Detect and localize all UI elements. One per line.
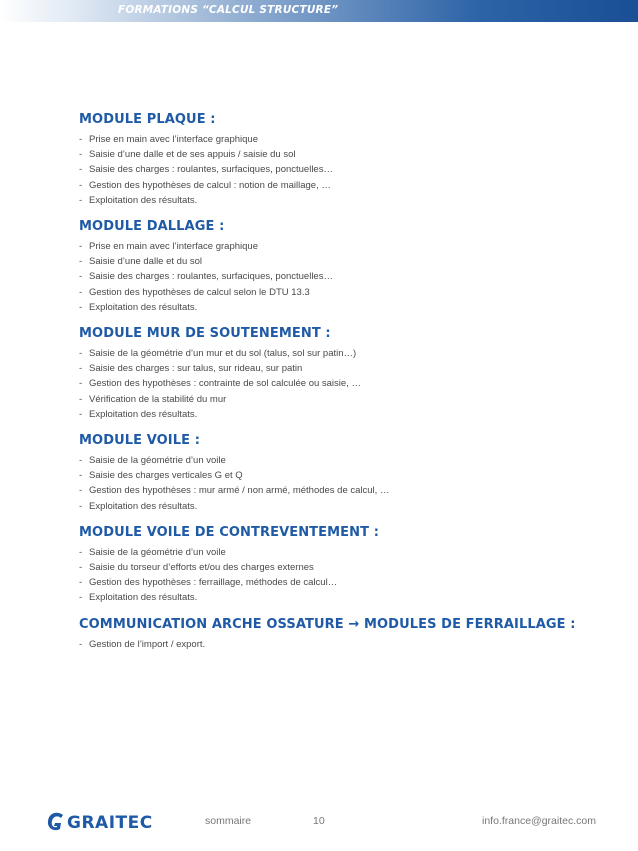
dash-bullet: - bbox=[79, 179, 83, 191]
header-title: FORMATIONS “CALCUL STRUCTURE” bbox=[118, 4, 339, 16]
list-item-text: Saisie des charges : roulantes, surfaciques, ponctuelles… bbox=[89, 164, 333, 176]
list-item bbox=[79, 269, 599, 284]
dash-bullet: - bbox=[79, 286, 83, 298]
page-number: 10 bbox=[313, 815, 325, 827]
section bbox=[79, 525, 599, 606]
section bbox=[79, 433, 599, 514]
section bbox=[79, 219, 599, 315]
dash-bullet: - bbox=[79, 562, 83, 574]
section bbox=[79, 112, 599, 208]
list-item-text: Exploitation des résultats. bbox=[89, 500, 198, 512]
list-item-text: Gestion des hypothèses : contrainte de sol calculée ou saisie, … bbox=[89, 378, 361, 390]
dash-bullet: - bbox=[79, 241, 83, 253]
list-item bbox=[79, 560, 599, 575]
list-item bbox=[79, 300, 599, 315]
list-item bbox=[79, 132, 599, 147]
dash-bullet: - bbox=[79, 164, 83, 176]
dash-bullet: - bbox=[79, 455, 83, 467]
dash-bullet: - bbox=[79, 638, 83, 650]
bullet-list bbox=[79, 545, 599, 606]
list-item bbox=[79, 376, 599, 391]
list-item bbox=[79, 468, 599, 483]
dash-bullet: - bbox=[79, 546, 83, 558]
list-item-text: Prise en main avec l’interface graphique bbox=[89, 134, 258, 145]
dash-bullet: - bbox=[79, 348, 83, 360]
section-title: MODULE VOILE : bbox=[79, 433, 201, 449]
dash-bullet: - bbox=[79, 485, 83, 497]
list-item-text: Saisie de la géométrie d’un mur et du sol (talus, sol sur patin…) bbox=[89, 348, 357, 360]
list-item-text: Vérification de la stabilité du mur bbox=[89, 393, 227, 405]
list-item-text: Saisie d’une dalle et du sol bbox=[89, 256, 203, 268]
dash-bullet: - bbox=[79, 592, 83, 604]
section bbox=[79, 617, 599, 652]
section-title: MODULE PLAQUE : bbox=[79, 112, 216, 127]
graitec-logo-icon bbox=[45, 810, 67, 834]
footer bbox=[0, 808, 638, 838]
bullet-list bbox=[79, 637, 599, 652]
list-item bbox=[79, 575, 599, 590]
list-item bbox=[79, 361, 599, 376]
dash-bullet: - bbox=[79, 134, 83, 145]
list-item bbox=[79, 590, 599, 605]
dash-bullet: - bbox=[79, 470, 83, 482]
dash-bullet: - bbox=[79, 301, 83, 313]
bullet-list bbox=[79, 239, 599, 315]
list-item-text: Gestion de l’import / export. bbox=[89, 638, 206, 650]
list-item bbox=[79, 453, 599, 468]
list-item bbox=[79, 483, 599, 498]
sommaire-link[interactable]: sommaire bbox=[205, 815, 252, 827]
header-band bbox=[0, 0, 638, 22]
list-item bbox=[79, 162, 599, 177]
list-item-text: Gestion des hypothèses de calcul : notion de maillage, … bbox=[89, 179, 331, 191]
list-item bbox=[79, 499, 599, 514]
dash-bullet: - bbox=[79, 393, 83, 405]
list-item-text: Exploitation des résultats. bbox=[89, 194, 198, 206]
list-item-text: Saisie de la géométrie d’un voile bbox=[89, 546, 226, 558]
list-item bbox=[79, 545, 599, 560]
list-item bbox=[79, 346, 599, 361]
section-title: MODULE DALLAGE : bbox=[79, 219, 225, 235]
list-item bbox=[79, 193, 599, 208]
dash-bullet: - bbox=[79, 256, 83, 268]
list-item-text: Saisie de la géométrie d’un voile bbox=[89, 455, 226, 467]
list-item bbox=[79, 637, 599, 652]
section-title: MODULE VOILE DE CONTREVENTEMENT : bbox=[79, 524, 380, 540]
section-title: COMMUNICATION ARCHE OSSATURE → MODULES DE FERRAILLAGE : bbox=[79, 616, 576, 632]
list-item-text: Exploitation des résultats. bbox=[89, 301, 198, 313]
email-link[interactable]: info.france@graitec.com bbox=[482, 815, 596, 827]
dash-bullet: - bbox=[79, 408, 83, 420]
bullet-list bbox=[79, 132, 599, 208]
section-title: MODULE MUR DE SOUTENEMENT : bbox=[79, 326, 331, 342]
list-item-text: Gestion des hypothèses : ferraillage, méthodes de calcul… bbox=[89, 577, 338, 589]
list-item-text: Exploitation des résultats. bbox=[89, 592, 198, 604]
bullet-list bbox=[79, 346, 599, 422]
list-item bbox=[79, 239, 599, 254]
main-content bbox=[79, 112, 599, 663]
section bbox=[79, 326, 599, 422]
list-item-text: Saisie d’une dalle et de ses appuis / saisie du sol bbox=[89, 149, 296, 161]
list-item-text: Saisie des charges : sur talus, sur rideau, sur patin bbox=[89, 363, 303, 375]
bullet-list bbox=[79, 453, 599, 514]
dash-bullet: - bbox=[79, 149, 83, 161]
list-item-text: Saisie du torseur d’efforts et/ou des charges externes bbox=[89, 562, 314, 574]
list-item bbox=[79, 254, 599, 269]
dash-bullet: - bbox=[79, 577, 83, 589]
list-item-text: Prise en main avec l’interface graphique bbox=[89, 241, 258, 253]
list-item-text: Saisie des charges : roulantes, surfaciques, ponctuelles… bbox=[89, 271, 333, 283]
list-item bbox=[79, 178, 599, 193]
list-item bbox=[79, 392, 599, 407]
dash-bullet: - bbox=[79, 271, 83, 283]
dash-bullet: - bbox=[79, 363, 83, 375]
dash-bullet: - bbox=[79, 378, 83, 390]
list-item-text: Gestion des hypothèses de calcul selon le DTU 13.3 bbox=[89, 286, 310, 298]
list-item bbox=[79, 147, 599, 162]
list-item bbox=[79, 285, 599, 300]
list-item bbox=[79, 407, 599, 422]
list-item-text: Saisie des charges verticales G et Q bbox=[89, 470, 243, 482]
logo-text: GRAITEC bbox=[67, 813, 153, 833]
dash-bullet: - bbox=[79, 194, 83, 206]
list-item-text: Gestion des hypothèses : mur armé / non armé, méthodes de calcul, … bbox=[89, 485, 390, 497]
dash-bullet: - bbox=[79, 500, 83, 512]
list-item-text: Exploitation des résultats. bbox=[89, 408, 198, 420]
